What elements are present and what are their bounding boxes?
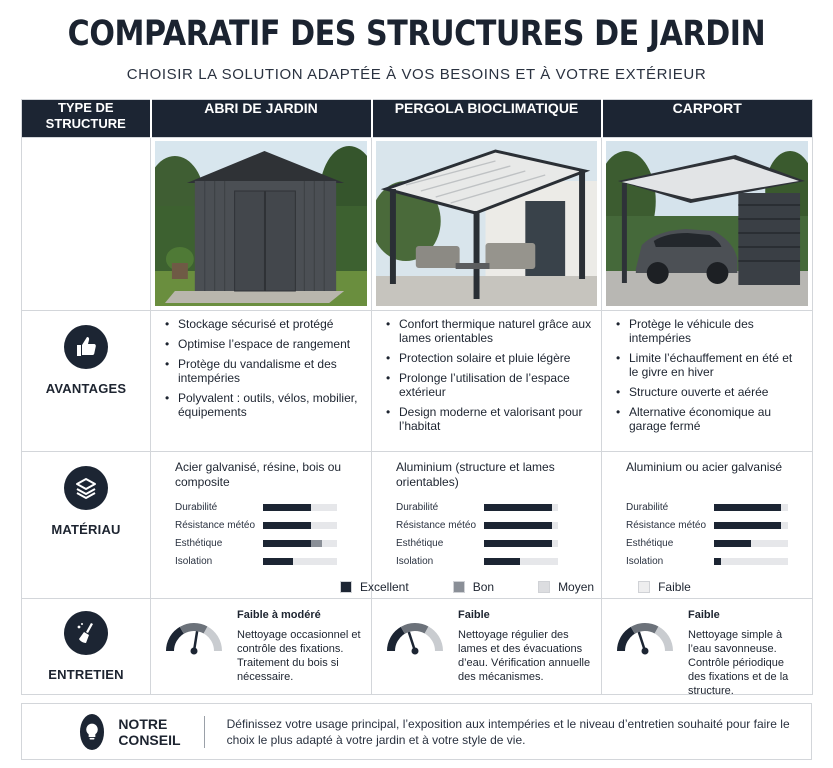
list-item: • Design moderne et valorisant pour l’habitat (386, 405, 593, 433)
list-item: • Optimise l’espace de rangement (165, 337, 363, 351)
rating-bar (263, 522, 337, 529)
rating-fill (263, 540, 311, 547)
column-header-carport: CARPORT (602, 100, 813, 138)
gauge-icon (614, 615, 676, 655)
list-item: • Protection solaire et pluie légère (386, 351, 593, 365)
gauge-icon (384, 615, 446, 655)
rating-bar (263, 540, 337, 547)
rating-fill (714, 540, 751, 547)
rating-label: Durabilité (175, 501, 218, 513)
rating-bar (484, 540, 558, 547)
rating-fill (263, 558, 293, 565)
divider (204, 716, 205, 748)
list-item: • Limite l’échauffement en été et le givre en hiver (616, 351, 804, 379)
rating-fill (484, 504, 552, 511)
rating-label: Esthétique (626, 537, 674, 549)
rating-bar (714, 504, 788, 511)
rating-row (626, 534, 802, 552)
header-row (22, 100, 813, 138)
column-header-type: TYPE DE STRUCTURE (22, 100, 151, 138)
rating-bar (484, 558, 558, 565)
list-item: • Prolonge l’utilisation de l’espace extérieur (386, 371, 593, 399)
gauge-icon (163, 615, 225, 655)
layers-icon (64, 466, 108, 510)
gauge-hub (191, 648, 198, 655)
list-item: • Polyvalent : outils, vélos, mobilier, équipements (165, 391, 363, 419)
rating-label: Durabilité (396, 501, 439, 513)
list-item: • Protège le véhicule des intempéries (616, 317, 804, 345)
rating-bar (714, 522, 788, 529)
legend-item: Faible (638, 580, 691, 594)
carport-entretien-cell (602, 599, 812, 697)
rating-bar (484, 522, 558, 529)
rating-bar (484, 504, 558, 511)
rating-label: Durabilité (626, 501, 669, 513)
entretien-level: Faible (688, 609, 720, 621)
rating-label: Esthétique (396, 537, 444, 549)
pergola-avantages-list (386, 317, 593, 433)
entretien-level: Faible (458, 609, 490, 621)
rating-bar (263, 504, 337, 511)
gauge-segment (427, 630, 439, 651)
row-label-avantages: AVANTAGES (45, 381, 127, 396)
rating-bar (263, 558, 337, 565)
rating-label: Résistance météo (175, 519, 256, 531)
rating-row (396, 552, 591, 570)
page-title: COMPARATIF DES STRUCTURES DE JARDIN (67, 14, 766, 54)
rating-label: Isolation (175, 555, 213, 567)
column-header-pergola: PERGOLA BIOCLIMATIQUE (372, 100, 602, 138)
rating-label: Résistance météo (396, 519, 477, 531)
gauge-segment (403, 627, 427, 630)
legend-swatch (638, 581, 650, 593)
avantages-row (22, 311, 813, 452)
rating-fill (263, 522, 311, 529)
rating-bar (714, 540, 788, 547)
rating-row (175, 516, 361, 534)
legend-swatch (453, 581, 465, 593)
rating-fill (714, 522, 781, 529)
entretien-text: Nettoyage simple à l’eau savonneuse. Contrôle périodique des fixations et de la structure. (688, 629, 789, 697)
rating-row (626, 498, 802, 516)
list-item: • Stockage sécurisé et protégé (165, 317, 363, 331)
rating-row (175, 552, 361, 570)
rating-row (175, 498, 361, 516)
photo-row (22, 138, 813, 311)
rating-label: Esthétique (175, 537, 223, 549)
rating-fill (714, 558, 721, 565)
materiau-row (22, 452, 813, 599)
page-subtitle: CHOISIR LA SOLUTION ADAPTÉE À VOS BESOINS ET À VOTRE EXTÉRIEUR (126, 66, 707, 83)
gauge-segment (206, 630, 218, 651)
abri-avantages-list (165, 317, 363, 419)
gauge-segment (633, 627, 657, 630)
carport-avantages-list (616, 317, 804, 433)
pergola-entretien-cell (372, 599, 601, 694)
abri-entretien-cell (151, 599, 371, 694)
materiau-text: Acier galvanisé, résine, bois ou composite (175, 460, 342, 489)
entretien-text: Nettoyage occasionnel et contrôle des fixations. Traitement du bois si nécessaire. (237, 629, 361, 683)
rating-row (396, 534, 591, 552)
legend-item: Moyen (538, 580, 594, 594)
entretien-row (22, 599, 813, 695)
carport-materiau-cell (602, 452, 813, 599)
list-item: • Structure ouverte et aérée (616, 385, 804, 399)
rating-fill (484, 522, 552, 529)
rating-legend (340, 580, 735, 594)
rating-label: Isolation (626, 555, 664, 567)
rating-fill (714, 504, 781, 511)
column-header-abri: ABRI DE JARDIN (151, 100, 372, 138)
materiau-text: Aluminium (structure et lames orientables) (396, 460, 555, 489)
legend-swatch (538, 581, 550, 593)
gauge-hub (412, 648, 419, 655)
rating-bar (714, 558, 788, 565)
pergola-photo (376, 141, 597, 306)
legend-swatch (340, 581, 352, 593)
thumbs-up-icon (64, 325, 108, 369)
list-item: • Confort thermique naturel grâce aux lames orientables (386, 317, 593, 345)
rating-row (396, 498, 591, 516)
rating-fill (484, 558, 520, 565)
row-label-entretien: ENTRETIEN (48, 667, 124, 682)
conseil-text: Définissez votre usage principal, l’exposition aux intempéries et le niveau d’entretien souhaité pour faire le choix le plus adapté à votre jardin et à votre style de vie. (226, 716, 790, 747)
abri-photo (155, 141, 367, 306)
legend-item: Bon (453, 580, 494, 594)
gauge-segment (170, 630, 182, 651)
rating-label: Isolation (396, 555, 434, 567)
comparison-table (21, 99, 813, 695)
rating-fill (263, 504, 311, 511)
entretien-level: Faible à modéré (237, 609, 321, 621)
list-item: • Alternative économique au garage fermé (616, 405, 804, 433)
photo-row-empty-cell (22, 138, 151, 311)
entretien-text: Nettoyage régulier des lames et des évacuations d’eau. Vérification annuelle des mécanismes. (458, 629, 591, 683)
gauge-segment (657, 630, 669, 651)
conseil-label: NOTRE CONSEIL (118, 715, 181, 748)
rating-row (396, 516, 591, 534)
gauge-segment (182, 627, 206, 630)
rating-label: Résistance météo (626, 519, 707, 531)
rating-fill (484, 540, 552, 547)
materiau-text: Aluminium ou acier galvanisé (626, 460, 783, 474)
list-item: • Protège du vandalisme et des intempéries (165, 357, 363, 385)
row-label-materiau: MATÉRIAU (51, 522, 121, 537)
rating-row (175, 534, 361, 552)
rating-fill-secondary (311, 540, 322, 547)
pergola-materiau-cell (372, 452, 602, 599)
lightbulb-icon (80, 714, 104, 750)
gauge-segment (391, 630, 403, 651)
broom-sparkle-icon (64, 611, 108, 655)
gauge-hub (642, 648, 649, 655)
carport-photo (606, 141, 808, 306)
conseil-box (21, 703, 812, 760)
abri-materiau-cell (151, 452, 372, 599)
rating-row (626, 552, 802, 570)
gauge-segment (621, 630, 633, 651)
legend-item: Excellent (340, 580, 409, 594)
rating-row (626, 516, 802, 534)
